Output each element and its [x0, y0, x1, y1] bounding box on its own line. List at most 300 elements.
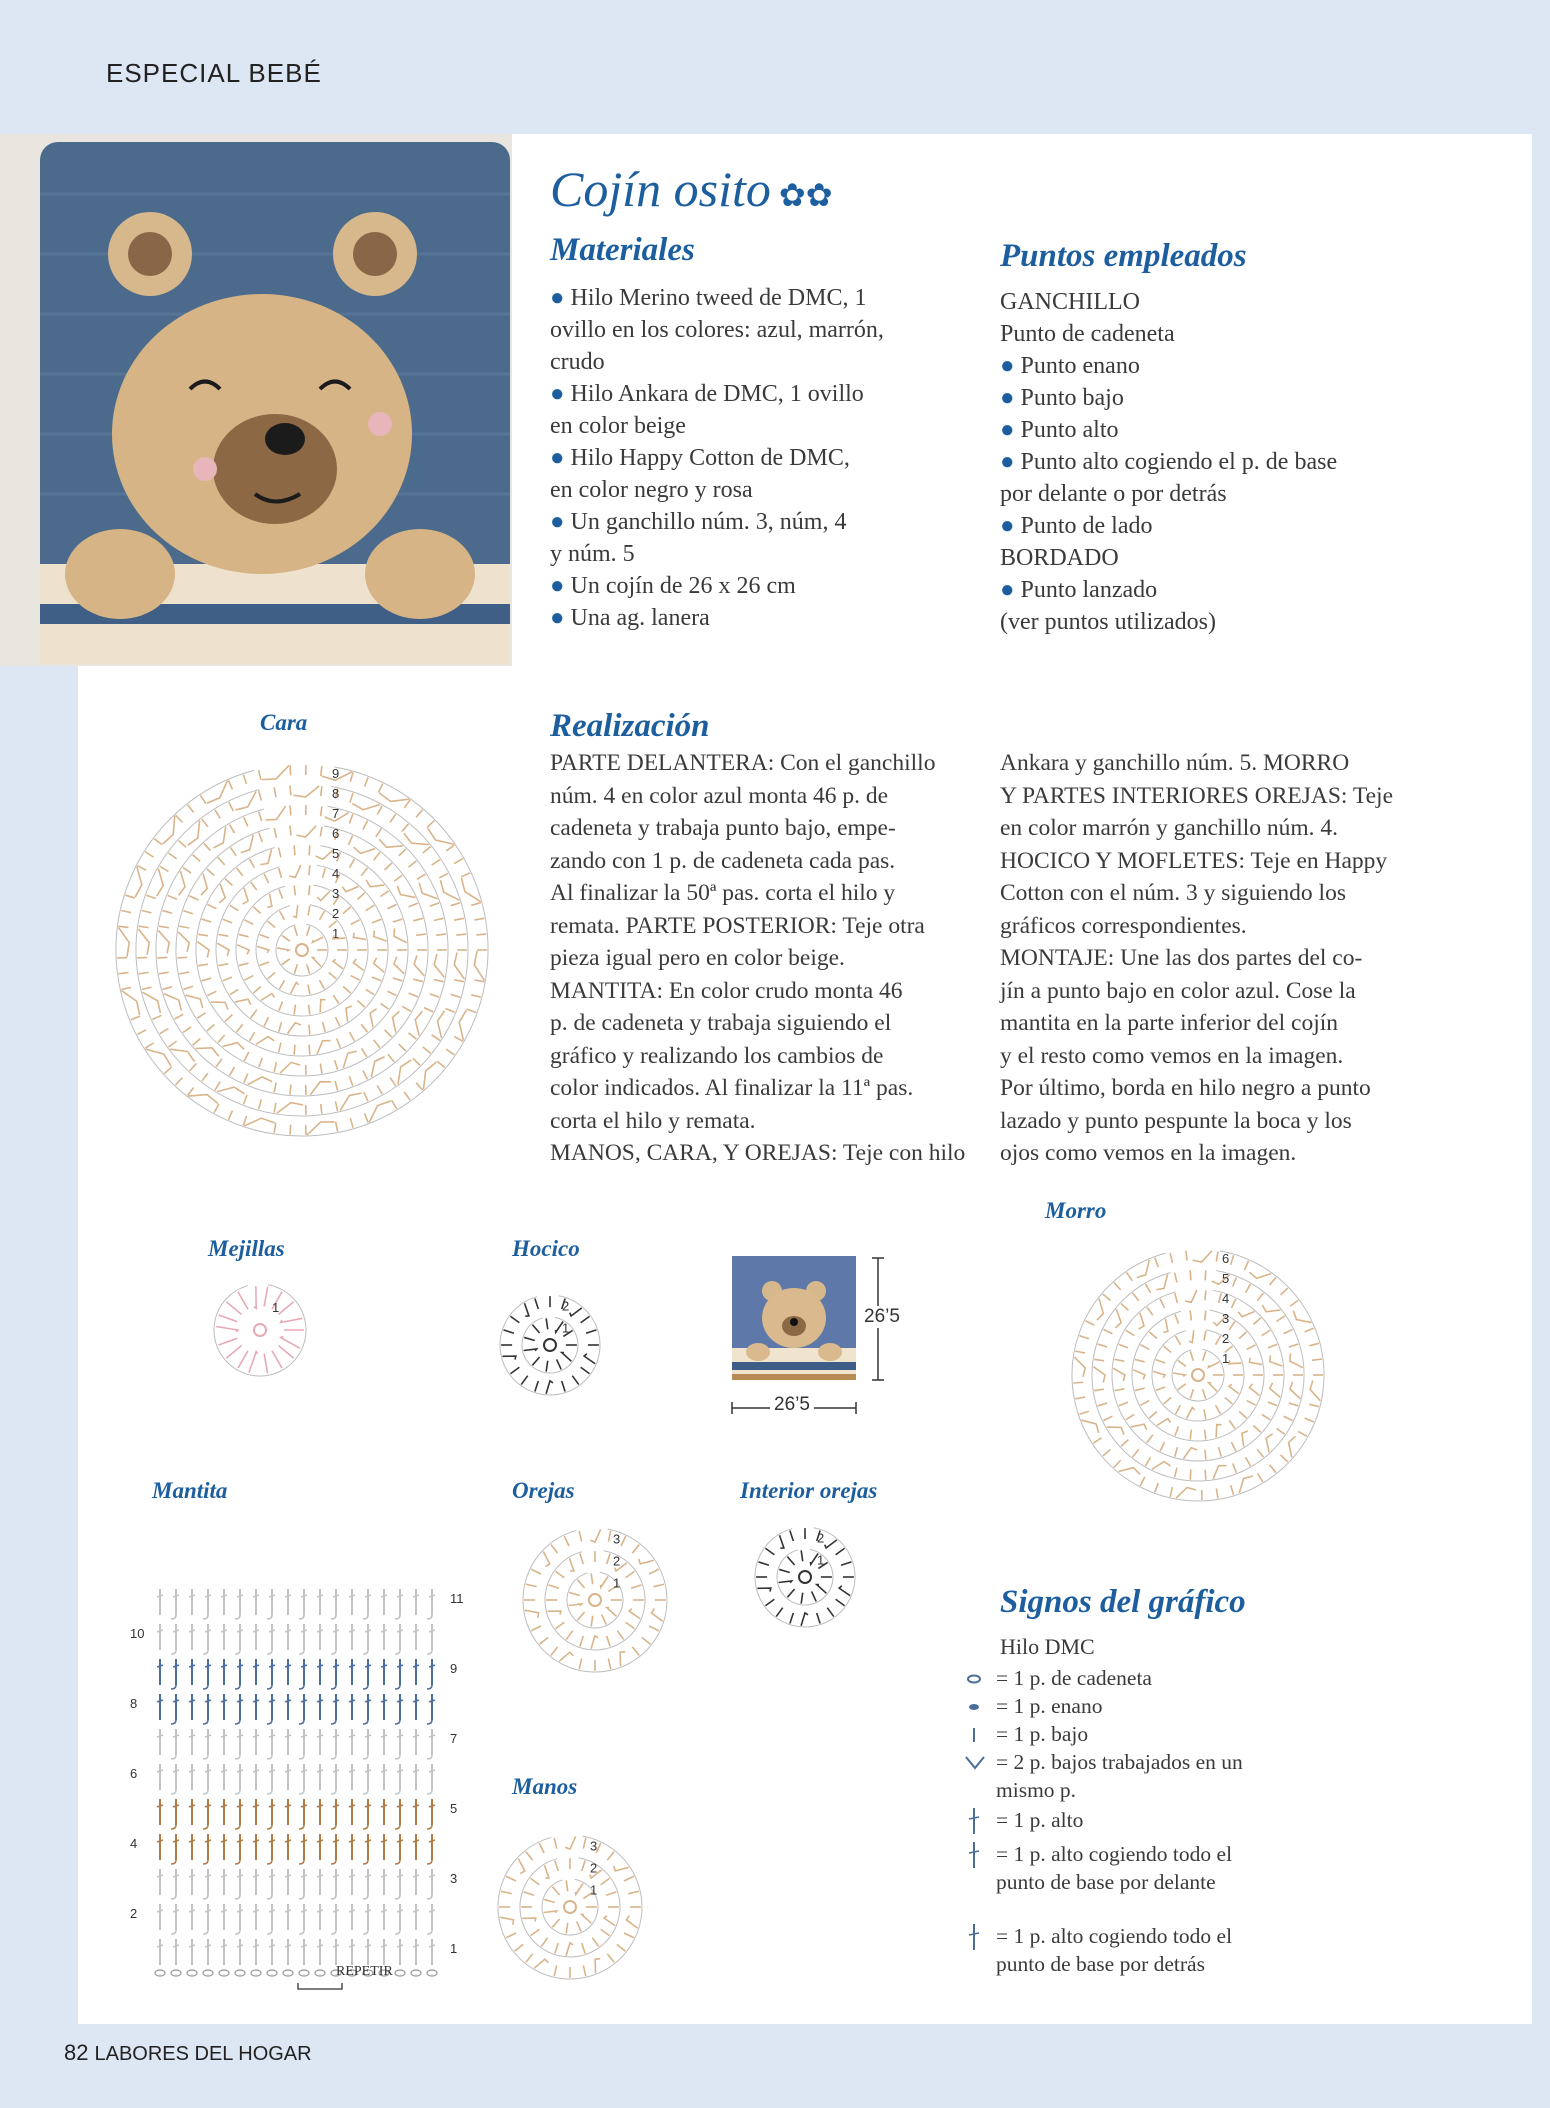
- stitch-mark: [581, 1367, 590, 1373]
- stitch-mark: [409, 1033, 417, 1039]
- stitch-mark: [456, 934, 466, 935]
- stitch-mark: [510, 1367, 519, 1373]
- increase-mark: [600, 1577, 608, 1588]
- post-hook: [331, 1860, 336, 1864]
- list-line-text: ovillo en los colores: azul, marrón,: [550, 317, 884, 343]
- stitch-mark: [290, 1085, 291, 1095]
- stitch-mark: [223, 977, 232, 981]
- stitch-bar: [157, 1595, 163, 1597]
- stitch-mark: [1205, 1430, 1206, 1440]
- post-hook: [203, 1685, 208, 1689]
- stitch-bar: [173, 1700, 179, 1702]
- stitch-mark: [333, 995, 339, 1003]
- post-hook: [299, 1895, 304, 1899]
- increase-mark: [243, 888, 248, 904]
- list-line-text: y núm. 5: [550, 541, 635, 567]
- increase-mark: [544, 1911, 557, 1913]
- stitch-bar: [333, 1910, 339, 1912]
- stitch-mark: [787, 1589, 794, 1597]
- stitch-mark: [372, 977, 381, 981]
- stitch-bar: [413, 1595, 419, 1597]
- stitch-bar: [253, 1805, 259, 1807]
- stitch-mark: [357, 893, 364, 900]
- post-hook: [331, 1790, 336, 1794]
- stitch-mark: [1233, 1463, 1237, 1472]
- row-number: 2: [130, 1906, 138, 1921]
- stitch-bar: [285, 1945, 291, 1947]
- stitch-bar: [269, 1770, 275, 1772]
- stitch-bar: [333, 1665, 339, 1667]
- post-hook: [363, 1650, 368, 1654]
- increase-mark: [1229, 1384, 1239, 1393]
- stitch-mark: [366, 989, 375, 994]
- increase-mark: [1097, 1299, 1103, 1321]
- stitch-mark: [278, 1302, 293, 1315]
- stitch-mark: [274, 1123, 276, 1133]
- row-number: 8: [130, 1696, 138, 1711]
- stitch-bar: [429, 1665, 435, 1667]
- paragraph-line: MONTAJE: Une las dos partes del co-: [1000, 945, 1363, 971]
- stitch-mark: [1119, 1344, 1128, 1348]
- stitch-mark: [207, 869, 215, 875]
- legend-item: [996, 1840, 1232, 1896]
- stitch-mark: [1103, 1416, 1112, 1420]
- stitch-mark: [309, 1025, 310, 1035]
- increase-mark: [1266, 1434, 1272, 1452]
- stitch-mark: [268, 972, 276, 978]
- stitch-mark: [454, 980, 464, 982]
- stitch-mark: [583, 1838, 585, 1849]
- increase-mark: [280, 1062, 300, 1073]
- stitch-mark: [434, 980, 444, 982]
- stitch-mark: [1309, 1404, 1319, 1407]
- stitch-mark: [531, 1626, 541, 1631]
- stitch-mark: [555, 1571, 564, 1577]
- stitch-bar: [301, 1945, 307, 1947]
- post-hook: [299, 1755, 304, 1759]
- stitch-bar: [317, 1875, 323, 1877]
- post-hook: [203, 1860, 208, 1864]
- list-line-text: Una ag. lanera: [570, 605, 710, 631]
- stitch-bar: [269, 1945, 275, 1947]
- stitch-mark: [290, 1125, 291, 1135]
- difficulty-flowers-icon: ✿✿: [778, 176, 833, 213]
- post-hook: [395, 1860, 400, 1864]
- stitch-bar: [237, 1630, 243, 1632]
- stitch-mark: [451, 994, 461, 997]
- stitch-mark: [280, 911, 285, 920]
- paragraph-line: zando con 1 p. de cadeneta cada pas.: [550, 847, 896, 874]
- row-number: 1: [450, 1941, 458, 1956]
- stitch-bar: [365, 1945, 371, 1947]
- stitch-bar: [221, 1735, 227, 1737]
- increase-mark: [196, 1048, 219, 1056]
- post-hook: [363, 1790, 368, 1794]
- stitch-bar: [317, 1700, 323, 1702]
- repeat-bracket: [298, 1983, 342, 1989]
- stitch-bar: [349, 1840, 355, 1842]
- stitch-mark: [1079, 1411, 1088, 1414]
- stitch-mark: [226, 1345, 241, 1358]
- round-number: 2: [590, 1860, 598, 1876]
- stitch-mark: [121, 987, 131, 989]
- stitch-mark: [350, 1118, 353, 1128]
- stitch-mark: [1205, 1310, 1206, 1320]
- stitch-bar: [381, 1630, 387, 1632]
- stitch-mark: [178, 841, 185, 848]
- stitch-bar: [429, 1770, 435, 1772]
- legend-text: = 1 p. de cadeneta: [996, 1666, 1152, 1690]
- stitch-mark: [608, 1658, 610, 1669]
- stitch-mark: [294, 964, 297, 974]
- chain-mark: [267, 1970, 277, 1976]
- stitch-mark: [812, 1591, 817, 1601]
- stitch-mark: [510, 1316, 519, 1322]
- paragraph-line: gráficos correspondientes.: [1000, 912, 1247, 939]
- stitch-mark: [259, 791, 262, 801]
- stitch-mark: [1190, 1470, 1191, 1480]
- increase-mark: [639, 1559, 654, 1564]
- stitch-mark: [202, 919, 212, 922]
- increase-mark: [547, 1611, 560, 1614]
- hocico-chart: [480, 1275, 620, 1415]
- stitch-bar: [333, 1630, 339, 1632]
- front-post-icon: [964, 1840, 990, 1868]
- stitch-mark: [152, 1015, 161, 1019]
- stitch-mark: [162, 911, 172, 914]
- stitch-mark: [274, 1062, 276, 1072]
- stitch-mark: [583, 1965, 585, 1976]
- paragraph-line: jín a punto bajo en color azul. Cose la: [1000, 977, 1356, 1004]
- stitch-mark: [1246, 1284, 1251, 1293]
- stitch-bar: [253, 1875, 259, 1877]
- stitch-bar: [429, 1840, 435, 1842]
- stitch-bar: [397, 1700, 403, 1702]
- stitch-mark: [409, 993, 418, 997]
- stitch-mark: [1126, 1330, 1135, 1335]
- stitch-bar: [205, 1700, 211, 1702]
- list-line: [550, 506, 884, 538]
- chart-label-manos: Manos: [512, 1774, 578, 1799]
- stitch-mark: [274, 787, 276, 797]
- chart-label-hocico: Hocico: [512, 1236, 580, 1261]
- stitch-bar: [301, 1665, 307, 1667]
- increase-mark: [565, 1836, 575, 1849]
- stitch-mark: [274, 828, 276, 838]
- increase-mark: [525, 1610, 539, 1618]
- stitch-mark: [361, 1024, 367, 1032]
- stitch-mark: [321, 766, 322, 776]
- list-line-text: en color beige: [550, 413, 686, 439]
- stitch-mark: [225, 1015, 232, 1022]
- stitch-mark: [290, 805, 291, 815]
- stitch-bar: [189, 1595, 195, 1597]
- stitch-bar: [381, 1840, 387, 1842]
- stitch-mark: [416, 1083, 423, 1091]
- paragraph-line: y el resto como vemos en la imagen.: [1000, 1042, 1344, 1069]
- stitch-mark: [1216, 1336, 1221, 1345]
- paragraph-line: Por último, borda en hilo negro a punto: [1000, 1075, 1371, 1101]
- increase-mark: [135, 867, 142, 897]
- stitch-mark: [1270, 1465, 1276, 1473]
- chain-stitch-icon: [964, 1664, 990, 1692]
- increase-mark: [607, 1607, 617, 1616]
- bullet-icon: ●: [550, 509, 571, 535]
- stitch-bar: [221, 1595, 227, 1597]
- stitch-mark: [131, 1016, 140, 1020]
- stitch-mark: [471, 903, 481, 906]
- stitch-mark: [552, 1919, 559, 1927]
- stitch-bar: [413, 1910, 419, 1912]
- stitch-mark: [446, 1008, 455, 1012]
- stitch-mark: [454, 918, 464, 920]
- stitch-bar: [381, 1770, 387, 1772]
- list-line-text: en color negro y rosa: [550, 477, 753, 503]
- stitch-bar: [317, 1735, 323, 1737]
- stitch-mark: [189, 896, 198, 900]
- stitch-mark: [1176, 1336, 1181, 1345]
- paragraph-line: ojos como vemos en la imagen.: [1000, 1140, 1297, 1166]
- stitch-bar: [333, 1735, 339, 1737]
- legend-item: [996, 1748, 1243, 1804]
- increase-mark: [1153, 1371, 1165, 1377]
- stitch-mark: [335, 1060, 338, 1070]
- stitch-mark: [402, 1006, 411, 1011]
- stitch-bar: [301, 1700, 307, 1702]
- stitch-bar: [221, 1945, 227, 1947]
- stitch-mark: [430, 994, 439, 997]
- stitch-mark: [765, 1548, 774, 1554]
- post-hook: [363, 1755, 368, 1759]
- list-line: [1000, 574, 1337, 606]
- stitch-bar: [173, 1945, 179, 1947]
- stitch-mark: [169, 853, 177, 859]
- post-hook: [331, 1930, 336, 1934]
- stitch-bar: [269, 1875, 275, 1877]
- row-number: 7: [450, 1731, 458, 1746]
- stitch-mark: [225, 879, 232, 886]
- bullet-icon: ●: [550, 381, 571, 407]
- stitch-mark: [546, 1361, 548, 1372]
- round-number: 1: [272, 1300, 280, 1315]
- increase-mark: [256, 1037, 275, 1045]
- cara-chart: [100, 740, 510, 1160]
- stitch-mark: [343, 986, 350, 993]
- stitch-mark: [601, 1929, 610, 1935]
- increase-mark: [626, 1916, 637, 1929]
- increase-mark: [340, 1093, 361, 1110]
- stitch-mark: [1270, 1277, 1276, 1285]
- stitch-bar: [253, 1665, 259, 1667]
- increase-mark: [1163, 1319, 1168, 1333]
- stitch-bar: [189, 1735, 195, 1737]
- increase-mark: [374, 930, 387, 941]
- stitch-mark: [1103, 1450, 1111, 1456]
- round-number: 6: [332, 826, 340, 841]
- post-hook: [395, 1755, 400, 1759]
- increase-mark: [1185, 1290, 1197, 1302]
- stitch-mark: [363, 821, 368, 830]
- stitch-mark: [376, 829, 381, 837]
- post-hook: [171, 1685, 176, 1689]
- stitch-mark: [551, 1647, 558, 1656]
- stitch-mark: [1268, 1344, 1277, 1348]
- stitch-mark: [259, 770, 261, 780]
- stitch-mark: [526, 1584, 537, 1586]
- increase-mark: [502, 1356, 515, 1359]
- stitch-mark: [250, 1032, 255, 1041]
- stitch-mark: [229, 802, 233, 811]
- stitch-mark: [1225, 1397, 1233, 1403]
- post-hook: [235, 1895, 240, 1899]
- stitch-bar: [301, 1910, 307, 1912]
- stitch-bar: [365, 1840, 371, 1842]
- stitch-mark: [198, 934, 208, 935]
- increase-mark: [1216, 1425, 1221, 1438]
- stitch-mark: [776, 1608, 782, 1617]
- bullet-icon: ●: [1000, 577, 1021, 603]
- stitch-bar: [269, 1700, 275, 1702]
- round-guide: [176, 826, 428, 1076]
- stitch-mark: [1290, 1300, 1298, 1306]
- stitch-mark: [380, 891, 388, 897]
- stitch-mark: [294, 1005, 295, 1015]
- chain-mark: [219, 1970, 229, 1976]
- stitch-mark: [399, 849, 406, 856]
- stitch-mark: [582, 1943, 585, 1953]
- stitch-mark: [535, 1381, 538, 1391]
- post-hook: [363, 1860, 368, 1864]
- post-hook: [299, 1685, 304, 1689]
- mejillas-chart: [205, 1275, 315, 1385]
- stitch-mark: [555, 1860, 558, 1870]
- increase-mark: [1173, 1373, 1185, 1376]
- post-hook: [395, 1930, 400, 1934]
- round-guide: [1092, 1271, 1304, 1481]
- stitch-bar: [301, 1805, 307, 1807]
- stitch-bar: [269, 1665, 275, 1667]
- increase-mark: [1270, 1355, 1283, 1366]
- increase-mark: [223, 1043, 244, 1050]
- stitch-mark: [474, 980, 484, 982]
- paragraph-line: PARTE DELANTERA: Con el ganchillo: [550, 750, 936, 776]
- stitch-mark: [320, 980, 325, 989]
- stitch-mark: [1160, 1442, 1164, 1451]
- stitch-mark: [1305, 1418, 1314, 1422]
- stitch-mark: [230, 847, 236, 855]
- stitch-mark: [323, 1022, 326, 1032]
- stitch-mark: [244, 817, 248, 826]
- stitch-mark: [624, 1933, 634, 1938]
- round-number: 3: [590, 1838, 598, 1854]
- round-number: 2: [1222, 1331, 1230, 1346]
- stitch-bar: [285, 1910, 291, 1912]
- stitch-bar: [157, 1735, 163, 1737]
- stitch-mark: [377, 806, 382, 815]
- stitch-bar: [429, 1735, 435, 1737]
- post-hook: [171, 1930, 176, 1934]
- materials-list: [550, 282, 884, 634]
- round-number: 1: [332, 926, 340, 941]
- stitch-bar: [349, 1770, 355, 1772]
- post-hook: [363, 1825, 368, 1829]
- stitch-mark: [430, 903, 439, 906]
- round-number: 2: [613, 1553, 621, 1569]
- legend-subtitle: Hilo DMC: [1000, 1634, 1095, 1659]
- stitch-mark: [1098, 1403, 1108, 1406]
- increase-mark: [1131, 1424, 1147, 1430]
- increase-mark: [266, 806, 286, 820]
- stitch-mark: [1140, 1401, 1149, 1406]
- legend-item: [996, 1720, 1088, 1748]
- stitch-bar: [253, 1910, 259, 1912]
- stitch-mark: [1257, 1293, 1263, 1301]
- stitch-mark: [446, 1049, 454, 1055]
- stitch-mark: [259, 812, 262, 822]
- realizacion-column-1: [550, 747, 965, 1170]
- stitch-mark: [237, 868, 243, 876]
- increase-mark: [620, 1652, 625, 1666]
- increase-mark: [629, 1609, 640, 1619]
- stitch-mark: [279, 1043, 281, 1053]
- stitch-mark: [530, 1878, 539, 1884]
- post-hook: [331, 1895, 336, 1899]
- stitch-bar: [221, 1805, 227, 1807]
- stitch-mark: [626, 1622, 635, 1628]
- stitch-mark: [1229, 1322, 1235, 1330]
- stitch-mark: [393, 978, 403, 981]
- stitch-bar: [221, 1770, 227, 1772]
- increase-mark: [584, 1354, 595, 1364]
- increase-mark: [289, 865, 301, 877]
- stitch-mark: [228, 1111, 232, 1120]
- stitch-mark: [501, 1891, 512, 1893]
- stitch-bar: [413, 1630, 419, 1632]
- post-hook: [299, 1790, 304, 1794]
- stitch-mark: [1103, 1329, 1112, 1333]
- stitch-mark: [1155, 1483, 1158, 1492]
- stitch-bar: [429, 1700, 435, 1702]
- legend-text: = 1 p. bajo: [996, 1722, 1089, 1746]
- stitch-mark: [523, 1892, 533, 1895]
- post-hook: [203, 1755, 208, 1759]
- stitch-mark: [423, 1047, 431, 1053]
- stitch-mark: [309, 845, 310, 855]
- increase-mark: [1187, 1407, 1195, 1418]
- stitch-mark: [294, 926, 297, 936]
- center-ring: [254, 1324, 266, 1336]
- stitch-bar: [189, 1630, 195, 1632]
- increase-mark: [313, 958, 321, 967]
- row-number: 5: [450, 1801, 458, 1816]
- increase-mark: [316, 850, 334, 860]
- stitch-mark: [836, 1599, 845, 1605]
- increase-mark: [575, 1884, 583, 1895]
- stitch-mark: [200, 795, 205, 803]
- post-hook: [235, 1825, 240, 1829]
- increase-mark: [353, 959, 363, 971]
- paragraph-line: en color marrón y ganchillo núm. 4.: [1000, 815, 1339, 841]
- post-hook: [363, 1685, 368, 1689]
- post-hook: [299, 1650, 304, 1654]
- increase-mark: [1290, 1353, 1303, 1367]
- stitch-mark: [279, 848, 281, 858]
- paragraph-line: color indicados. Al finalizar la 11ª pas.: [550, 1075, 914, 1101]
- post-hook: [395, 1720, 400, 1724]
- list-line: [550, 282, 884, 314]
- stitch-mark: [264, 1354, 267, 1374]
- stitch-mark: [350, 1032, 355, 1041]
